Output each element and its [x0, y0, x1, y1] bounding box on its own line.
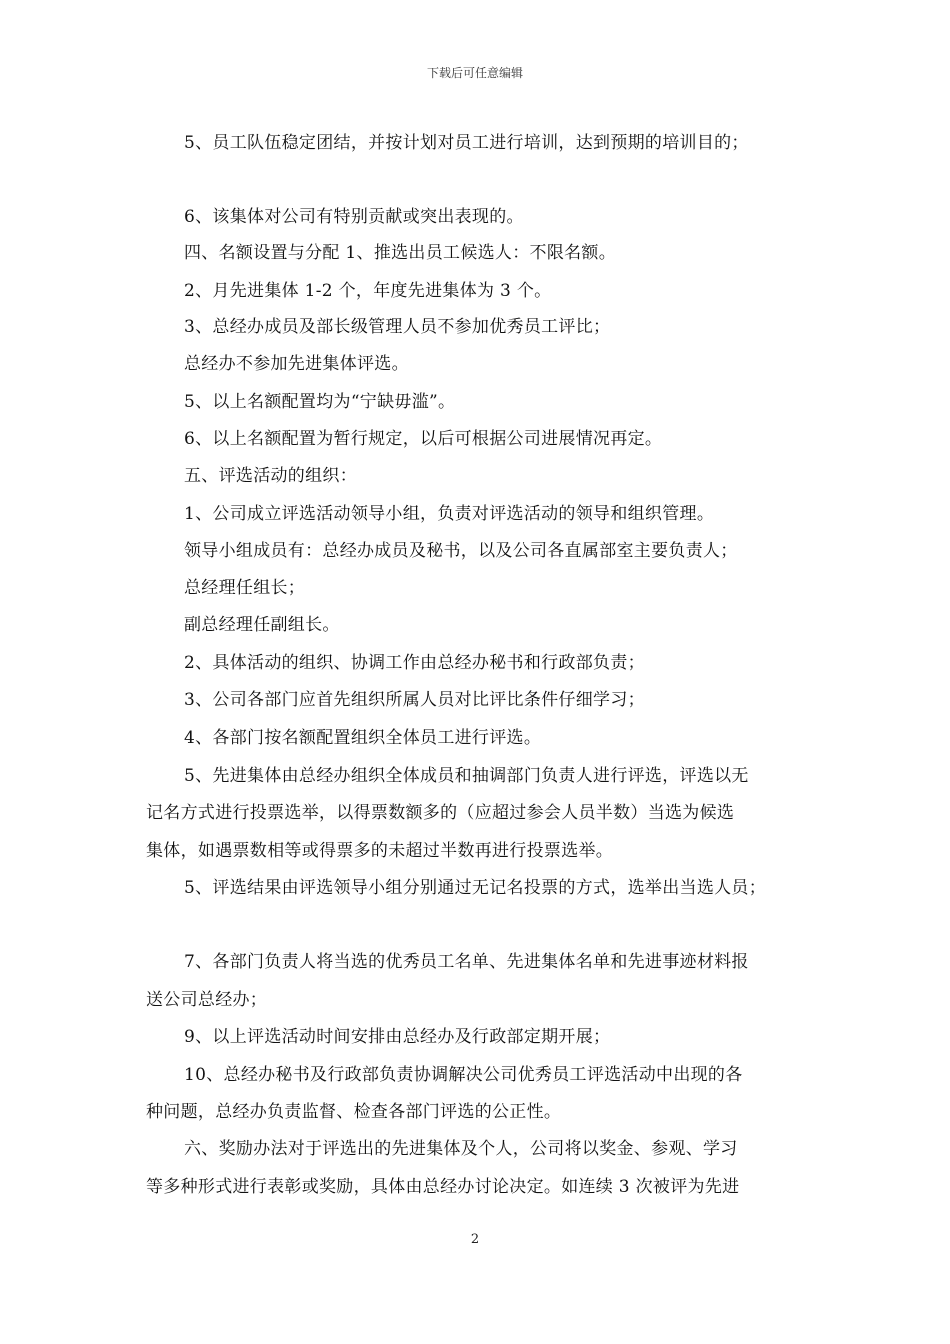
text-line: 10、总经办秘书及行政部负责协调解决公司优秀员工评选活动中出现的各: [184, 1065, 743, 1085]
text-line: 5、评选结果由评选领导小组分别通过无记名投票的方式，选举出当选人员；: [184, 878, 767, 898]
text-line: 1、公司成立评选活动领导小组，负责对评选活动的领导和组织管理。: [184, 504, 715, 524]
text-line: 2、具体活动的组织、协调工作由总经办秘书和行政部负责；: [184, 653, 645, 673]
text-line: 3、公司各部门应首先组织所属人员对比评比条件仔细学习；: [184, 690, 645, 710]
text-line: 总经理任组长；: [184, 578, 306, 598]
text-line: 六、奖励办法对于评选出的先进集体及个人，公司将以奖金、参观、学习: [184, 1139, 738, 1159]
text-line: 4、各部门按名额配置组织全体员工进行评选。: [184, 728, 542, 748]
text-line: 送公司总经办；: [146, 990, 268, 1010]
page-header: 下载后可任意编辑: [426, 66, 523, 80]
text-line: 等多种形式进行表彰或奖励，具体由总经办讨论决定。如连续 3 次被评为先进: [146, 1177, 740, 1197]
text-line: 5、员工队伍稳定团结，并按计划对员工进行培训，达到预期的培训目的；: [184, 133, 749, 153]
text-line: 6、该集体对公司有特别贡献或突出表现的。: [184, 207, 524, 227]
text-line: 记名方式进行投票选举，以得票数额多的（应超过参会人员半数）当选为候选: [146, 803, 735, 823]
text-line: 7、各部门负责人将当选的优秀员工名单、先进集体名单和先进事迹材料报: [184, 952, 749, 972]
text-line: 5、以上名额配置均为“宁缺毋滥”。: [184, 392, 456, 412]
text-line: 5、先进集体由总经办组织全体成员和抽调部门负责人进行评选，评选以无: [184, 766, 749, 786]
text-line: 领导小组成员有：总经办成员及秘书，以及公司各直属部室主要负责人；: [184, 541, 738, 561]
text-line: 3、总经办成员及部长级管理人员不参加优秀员工评比；: [184, 317, 611, 337]
text-line: 总经办不参加先进集体评选。: [184, 354, 409, 374]
page-number: 2: [470, 1232, 480, 1247]
text-line: 6、以上名额配置为暂行规定，以后可根据公司进展情况再定。: [184, 429, 663, 449]
text-line: 2、月先进集体 1-2 个，年度先进集体为 3 个。: [184, 281, 552, 301]
text-line: 集体，如遇票数相等或得票多的未超过半数再进行投票选举。: [146, 841, 614, 861]
text-line: 四、名额设置与分配 1、推选出员工候选人：不限名额。: [184, 243, 617, 263]
text-line: 9、以上评选活动时间安排由总经办及行政部定期开展；: [184, 1027, 611, 1047]
text-line: 五、评选活动的组织：: [184, 466, 357, 486]
text-line: 副总经理任副组长。: [184, 615, 340, 635]
text-line: 种问题，总经办负责监督、检查各部门评选的公正性。: [146, 1102, 562, 1122]
